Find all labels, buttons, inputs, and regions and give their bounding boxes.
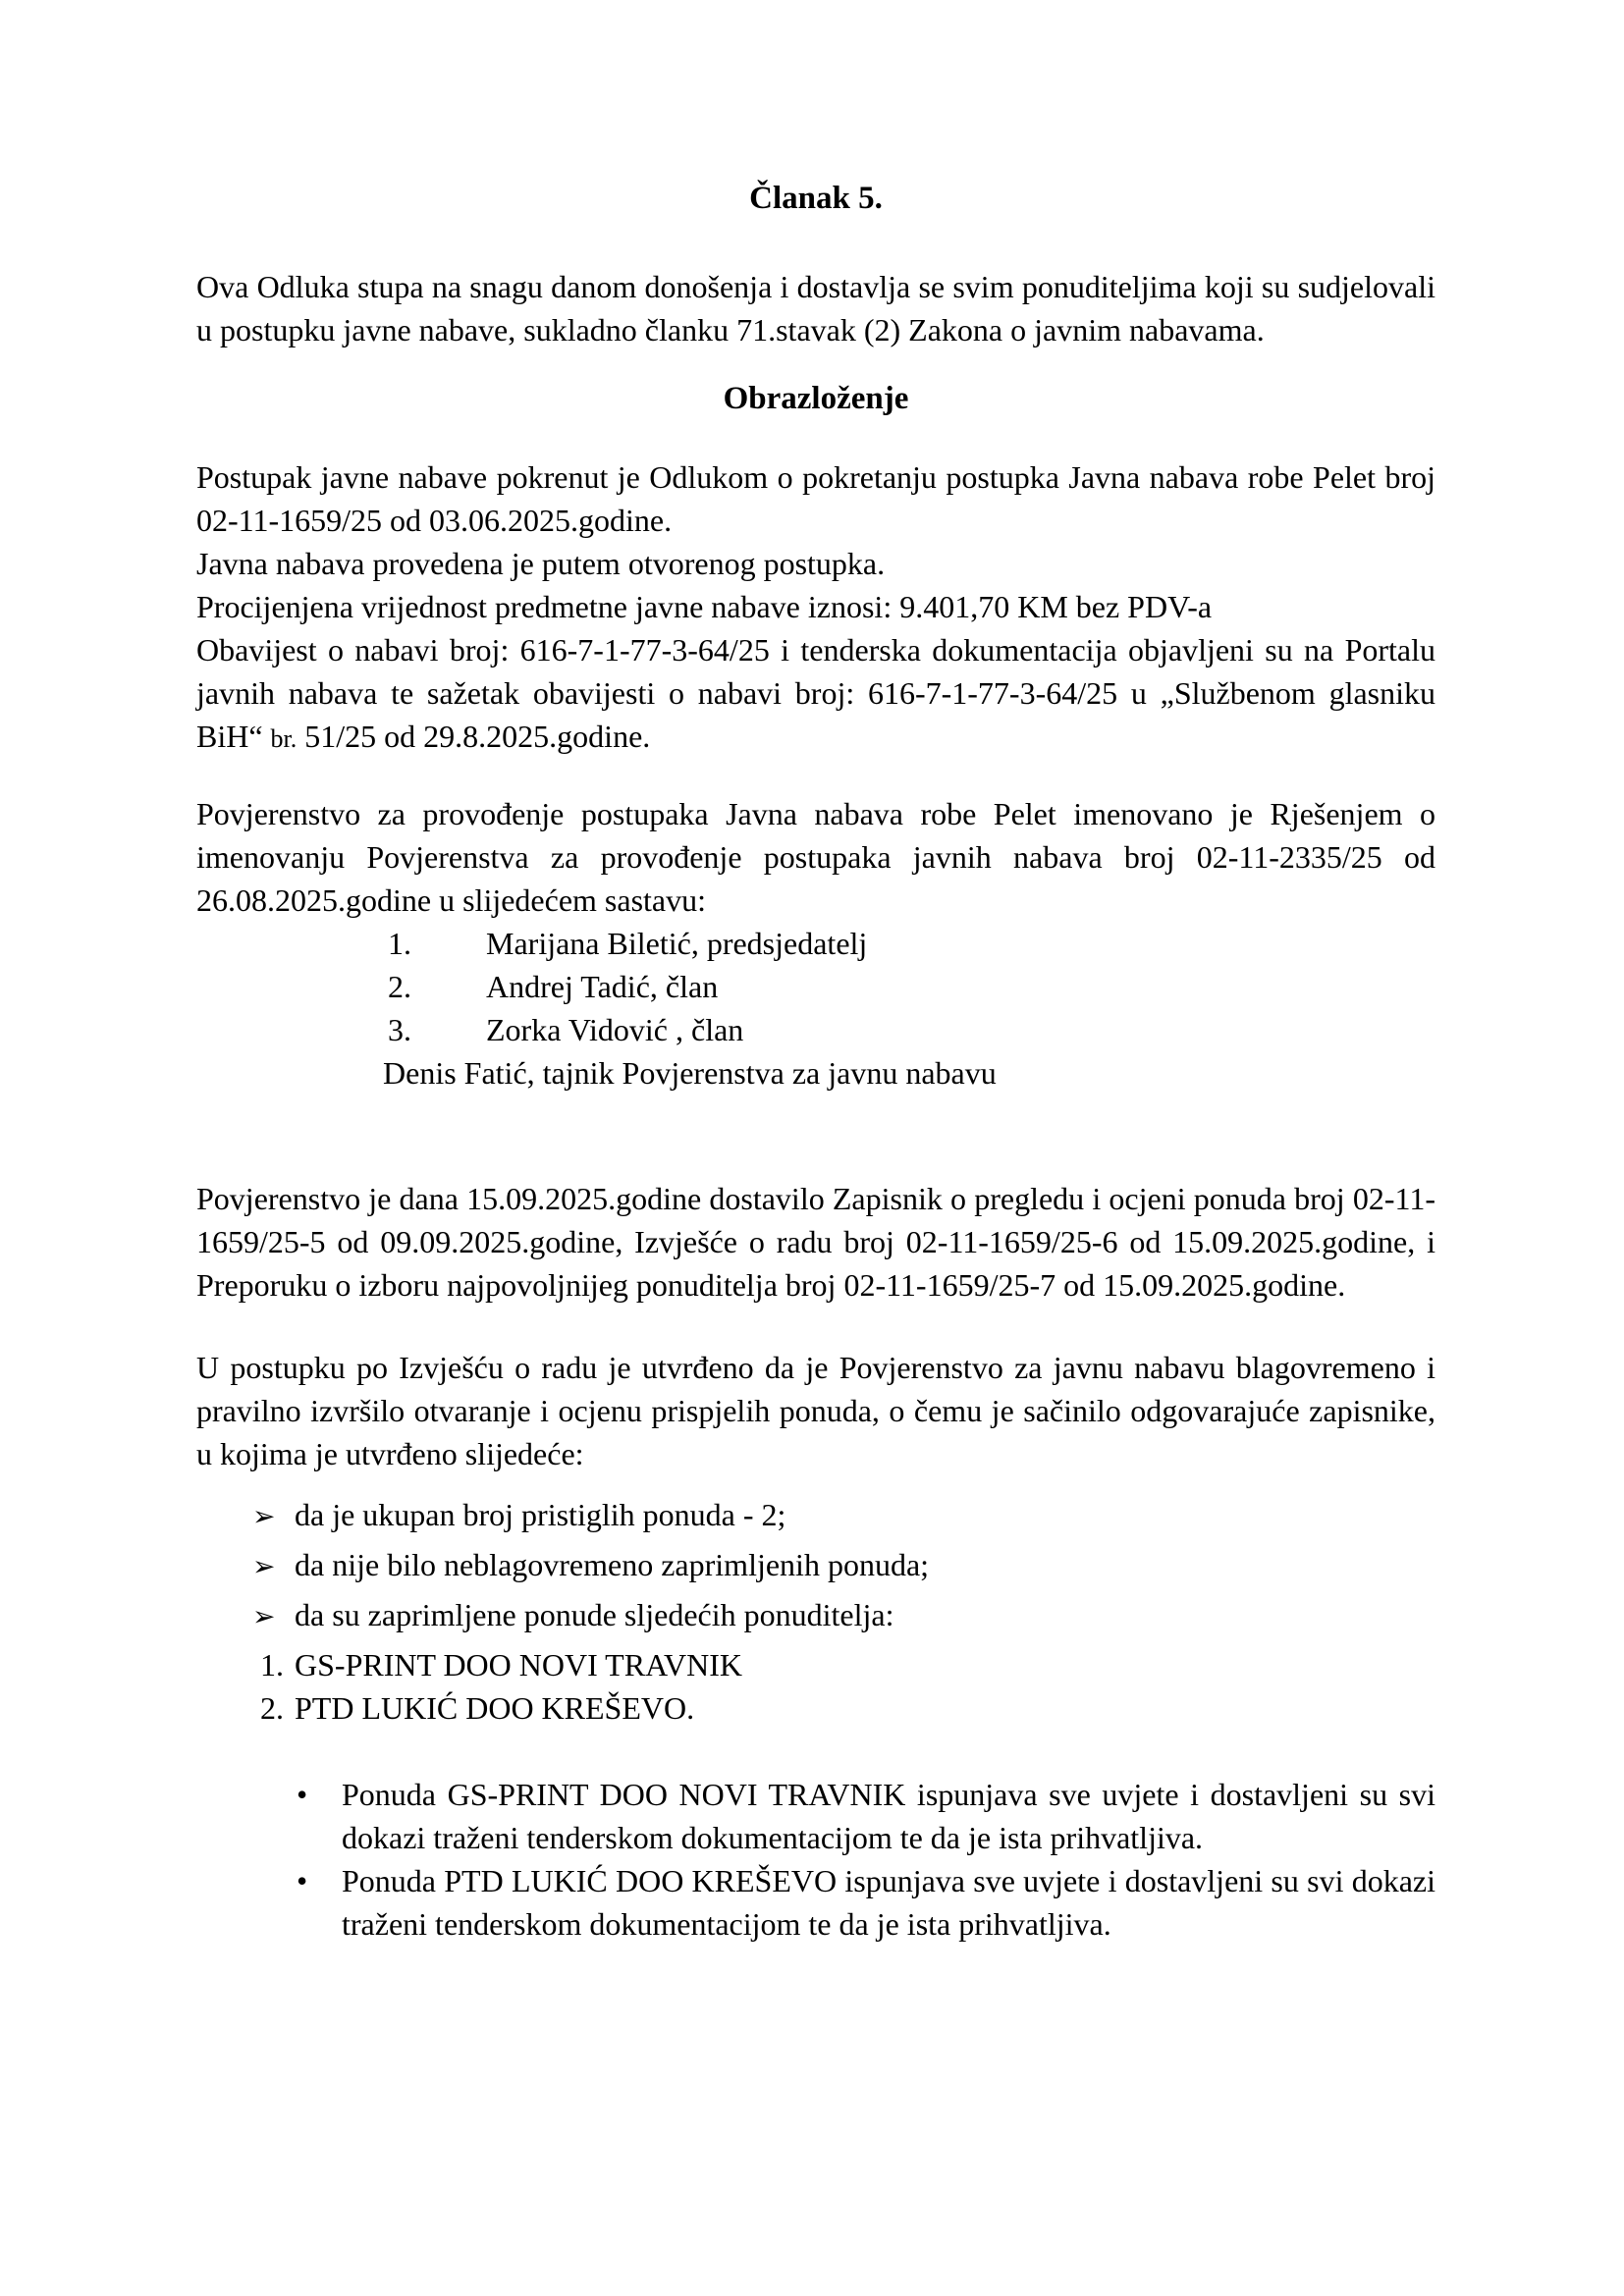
- procedure-open-procedure-line: Javna nabava provedena je putem otvorenog postupka.: [196, 546, 886, 581]
- member-number: 2.: [388, 969, 411, 1004]
- procedure-initiation-line: Postupak javne nabave pokrenut je Odlukom o pokretanju postupka Javna nabava robe Pelet broj 02-11-1659/25 od 03.06.2025.godine.: [196, 459, 1435, 538]
- committee-member-row: [196, 965, 1435, 1008]
- procedure-estimated-value-line: Procijenjena vrijednost predmetne javne nabave iznosi: 9.401,70 KM bez PDV-a: [196, 589, 1213, 624]
- committee-block: [196, 792, 1435, 1095]
- procedure-notice-line: [196, 628, 1435, 761]
- notice-text-small: br.: [270, 724, 298, 753]
- article-title: Članak 5.: [749, 181, 883, 216]
- bidder-number: 1.: [260, 1647, 284, 1682]
- explanation-heading: Obrazloženje: [723, 381, 909, 416]
- offer-notes-list: [196, 1773, 1435, 1946]
- arrow-bullet-icon: ➢: [252, 1600, 276, 1632]
- finding-item: [196, 1593, 1435, 1638]
- committee-secretary-line: Denis Fatić, tajnik Povjerenstva za javnu nabavu: [383, 1055, 997, 1091]
- dot-bullet-icon: •: [297, 1777, 308, 1812]
- finding-text: da su zaprimljene ponude sljedećih ponuditelja:: [295, 1597, 894, 1632]
- offer-note-item: [196, 1859, 1435, 1946]
- bidder-name: PTD LUKIĆ DOO KREŠEVO.: [295, 1690, 695, 1726]
- member-number: 3.: [388, 1012, 411, 1047]
- finding-item: [196, 1543, 1435, 1588]
- notice-text-tail: 51/25 od 29.8.2025.godine.: [297, 719, 651, 754]
- member-number: 1.: [388, 926, 411, 961]
- offer-note-item: [196, 1773, 1435, 1859]
- offer-note-text: Ponuda GS-PRINT DOO NOVI TRAVNIK ispunjava sve uvjete i dostavljeni su svi dokazi traženi tenderskom dokumentacijom te da je ista prihvatljiva.: [342, 1777, 1435, 1855]
- arrow-bullet-icon: ➢: [252, 1550, 276, 1582]
- member-name: Andrej Tadić, član: [486, 969, 719, 1004]
- dot-bullet-icon: •: [297, 1863, 308, 1898]
- bidder-number: 2.: [260, 1690, 284, 1726]
- notice-text-main: Obavijest o nabavi broj: 616-7-1-77-3-64/25 i tenderska dokumentacija objavljeni su na Portalu javnih nabava te sažetak obavijesti o nabavi broj: 616-7-1-77-3-64/25 u „Službenom glasniku BiH“: [196, 632, 1435, 754]
- bidder-row: [196, 1686, 1435, 1730]
- bidder-row: [196, 1643, 1435, 1686]
- committee-member-row: [196, 922, 1435, 965]
- intro-paragraph: Ova Odluka stupa na snagu danom donošenja i dostavlja se svim ponuditeljima koji su sudjelovali u postupku javne nabave, sukladno članku 71.stavak (2) Zakona o javnim nabavama.: [196, 269, 1435, 347]
- member-name: Zorka Vidović , član: [486, 1012, 744, 1047]
- committee-intro-paragraph: Povjerenstvo za provođenje postupaka Javna nabava robe Pelet imenovano je Rješenjem o imenovanju Povjerenstva za provođenje postupaka javnih nabava broj 02-11-2335/25 od 26.08.2025.godine u slijedećem sastavu:: [196, 796, 1435, 918]
- offer-note-text: Ponuda PTD LUKIĆ DOO KREŠEVO ispunjava sve uvjete i dostavljeni su svi dokazi traženi tenderskom dokumentacijom te da je ista prihvatljiva.: [342, 1863, 1435, 1942]
- procedure-block: [196, 455, 1435, 761]
- findings-list: [196, 1493, 1435, 1730]
- bidder-name: GS-PRINT DOO NOVI TRAVNIK: [295, 1647, 743, 1682]
- finding-text: da je ukupan broj pristiglih ponuda - 2;: [295, 1497, 786, 1532]
- committee-member-row: [196, 1008, 1435, 1051]
- arrow-bullet-icon: ➢: [252, 1500, 276, 1532]
- finding-text: da nije bilo neblagovremeno zaprimljenih ponuda;: [295, 1547, 930, 1582]
- finding-item: [196, 1493, 1435, 1538]
- delivery-paragraph: Povjerenstvo je dana 15.09.2025.godine dostavilo Zapisnik o pregledu i ocjeni ponuda broj 02-11-1659/25-5 od 09.09.2025.godine, Izvješće o radu broj 02-11-1659/25-6 od 15.09.2025.godine, i Preporuku o izboru najpovoljnijeg ponuditelja broj 02-11-1659/25-7 od 15.09.2025.godine.: [196, 1181, 1435, 1303]
- member-name: Marijana Biletić, predsjedatelj: [486, 926, 868, 961]
- findings-intro-paragraph: U postupku po Izvješću o radu je utvrđeno da je Povjerenstvo za javnu nabavu blagovremeno i pravilno izvršilo otvaranje i ocjenu prispjelih ponuda, o čemu je sačinilo odgovarajuće zapisnike, u kojima je utvrđeno slijedeće:: [196, 1350, 1435, 1471]
